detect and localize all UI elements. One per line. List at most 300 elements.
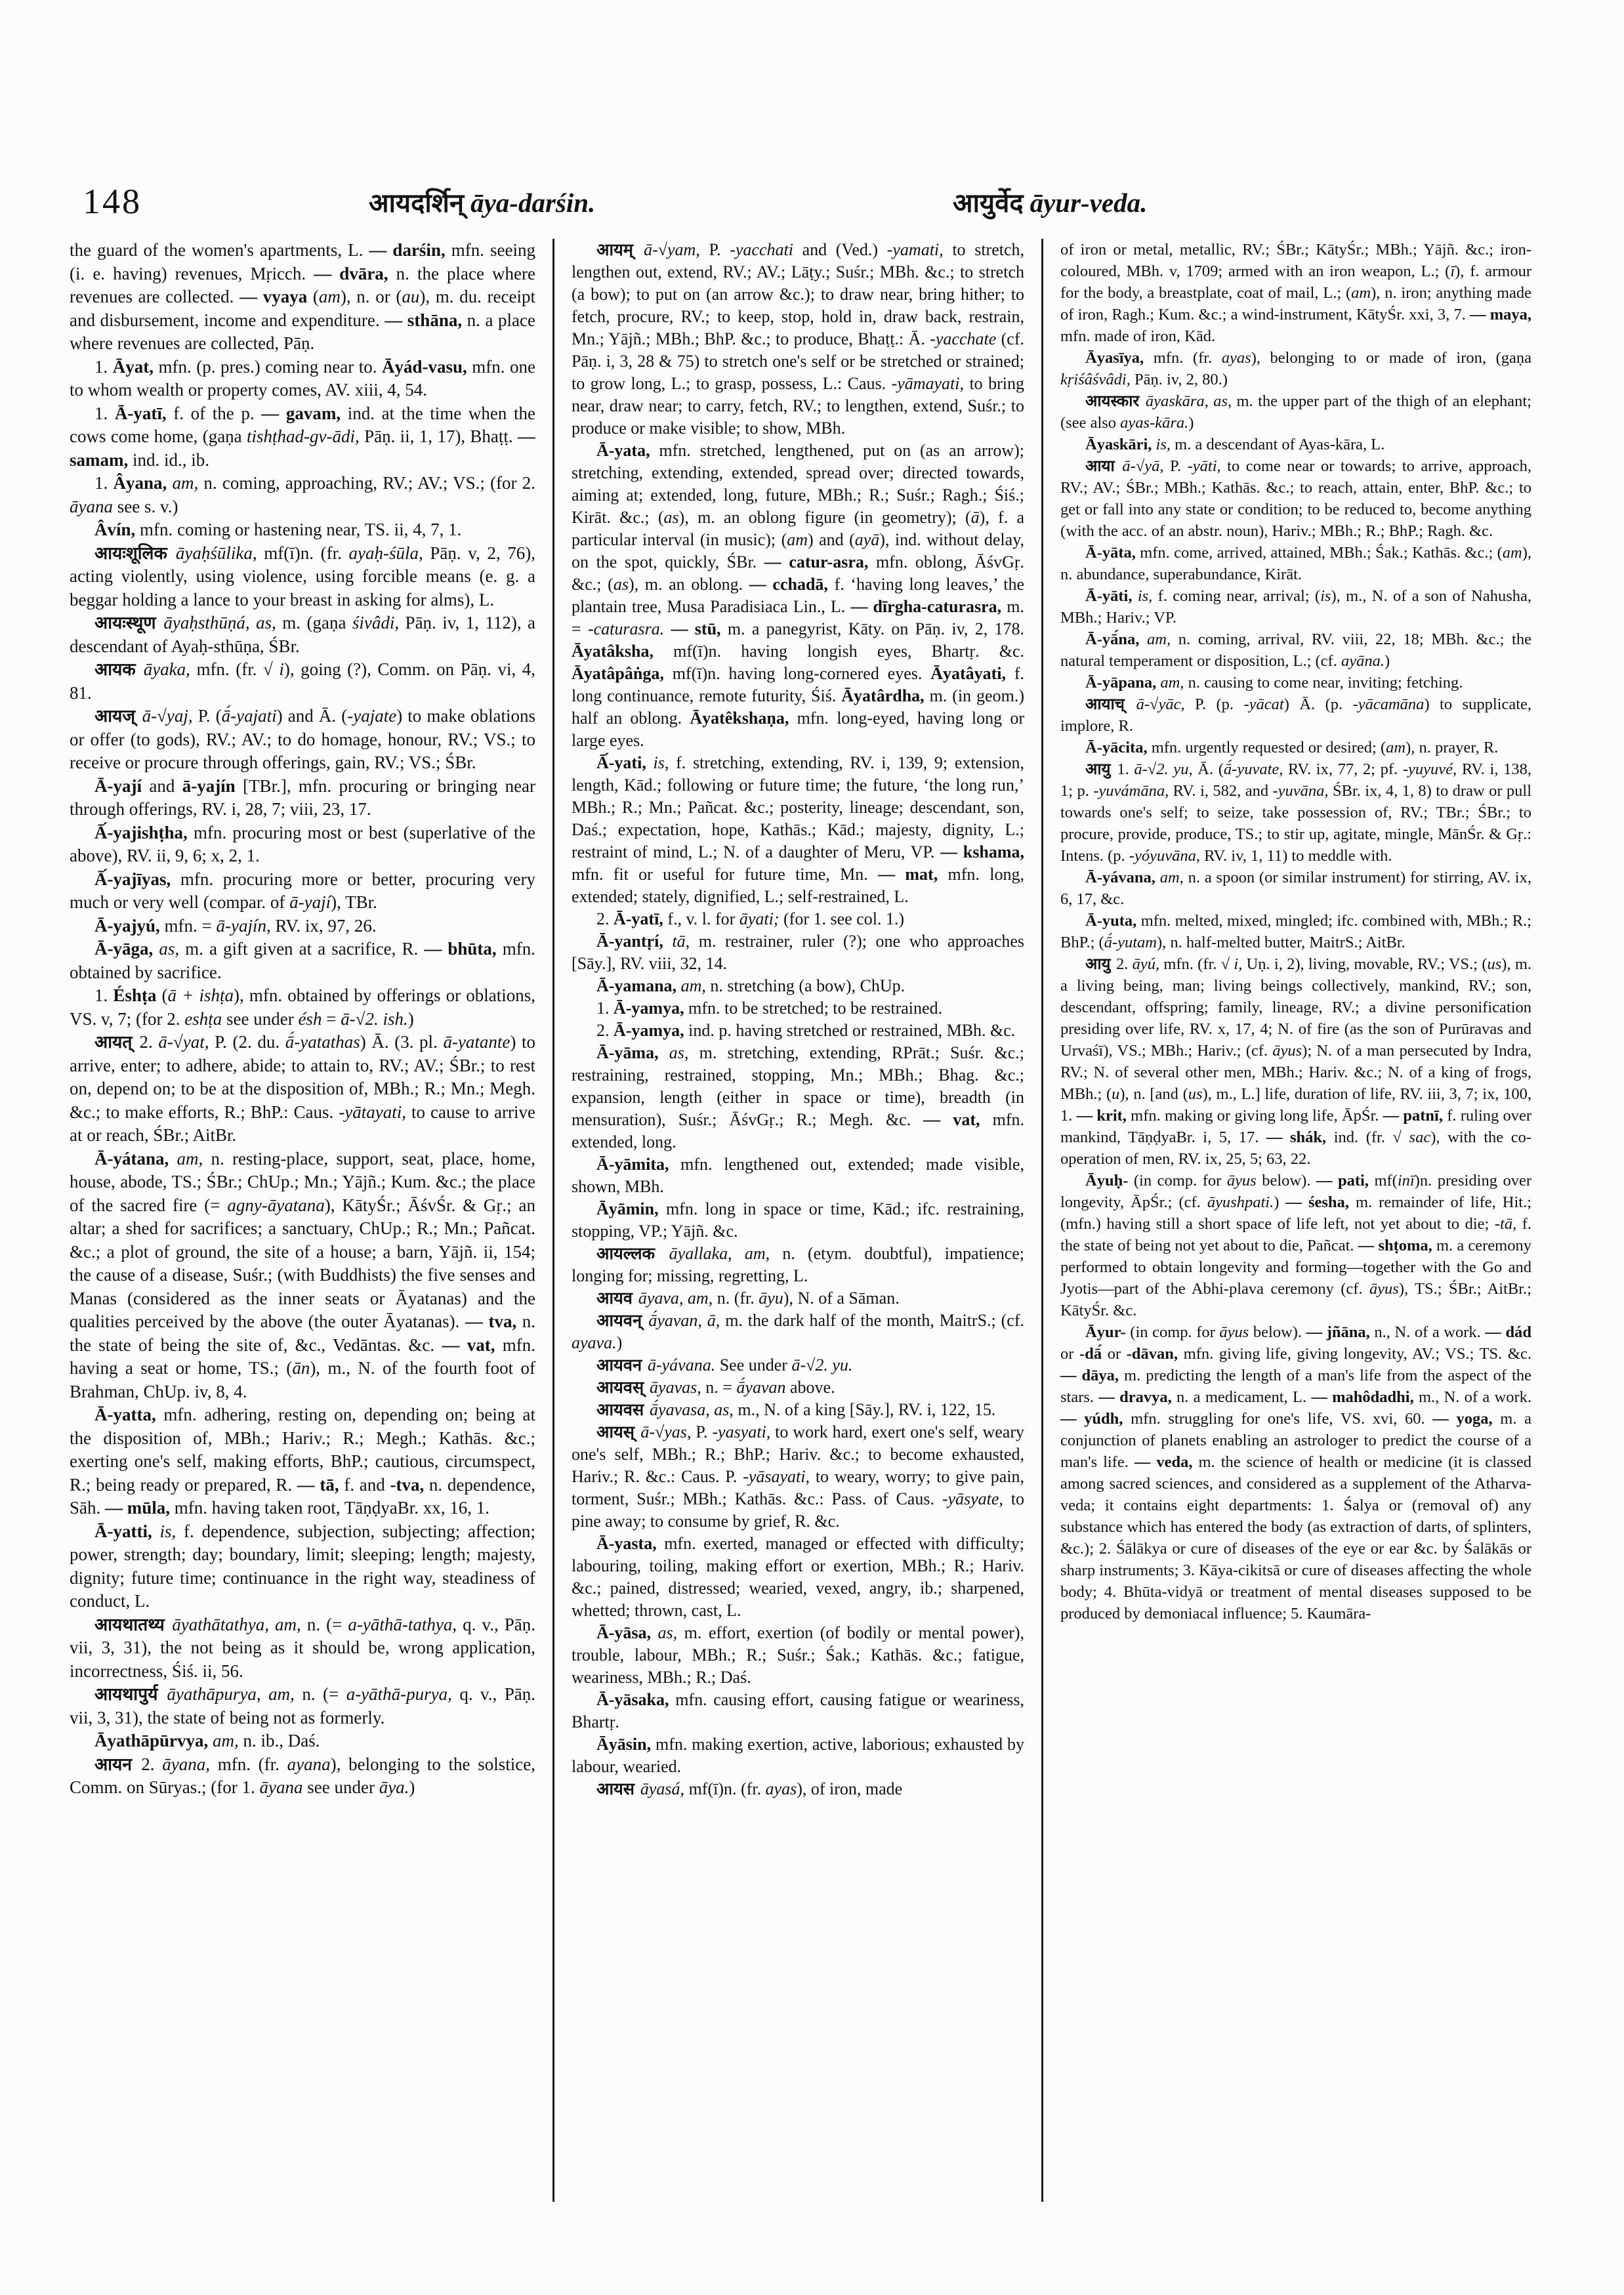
entry-text: m. the dark half of the month, MaitrS.; (cf.: [725, 1311, 1024, 1330]
entry-text: mfn. melted, mixed, mingled; ifc. combined with, MBh.; R.; BhP.; (: [1060, 912, 1531, 951]
dictionary-entry: [572, 440, 1024, 752]
entry-headword: — dīrgha-caturasra,: [850, 597, 1007, 616]
entry-devanagari-headword: आयवन: [596, 1355, 648, 1375]
entry-text: mfn. having a seat or home, TS.; (: [70, 1334, 535, 1378]
entry-headword: Ā-yāmita,: [596, 1155, 681, 1174]
dictionary-entry: [1060, 1170, 1531, 1321]
entry-text: ā́-yuvate,: [1223, 760, 1289, 778]
entry-text: ā-√yā,: [1122, 457, 1171, 475]
entry-text: ā + ishṭa: [167, 985, 234, 1005]
dictionary-entry: [70, 356, 535, 402]
entry-headword: — mahôdadhi,: [1311, 1388, 1419, 1406]
running-head-left-devanagari: आयदर्शिन्: [369, 188, 465, 218]
entry-headword: Āyāsin,: [596, 1735, 656, 1754]
entry-text: āyana: [70, 496, 117, 516]
dictionary-entry: [1060, 239, 1531, 347]
dictionary-entry: [572, 1622, 1024, 1689]
entry-text: ), of iron, made: [797, 1779, 903, 1798]
entry-text: mfn. struggling for one's life, VS. xvi, 60.: [1131, 1410, 1433, 1428]
entry-text: 1.: [596, 999, 614, 1018]
entry-headword: — dāya,: [1060, 1367, 1125, 1384]
entry-text: mfn. (fr.: [217, 1754, 287, 1774]
dictionary-entry: [70, 542, 535, 612]
entry-text: ), f. a particular interval (in music); (: [572, 508, 1024, 549]
entry-text: mfn. long, extended; stately, dignified, L.; self-restrained, L.: [572, 865, 1024, 906]
entry-text: (: [161, 985, 168, 1005]
entry-text: āyú,: [1132, 955, 1164, 973]
entry-text: ), going (?), Comm. on Pāṇ. vi, 4, 81.: [70, 659, 535, 703]
entry-text: ), m. a living being, man; living beings collectively, mankind, RV.; son, descendant, offspring; family, lineage, RV.; a divine personification presiding over life, RV. x, 17, 4; N. of fire (as the son of Purūravas and Urvaśī), VS.; MBh.; Hariv.; (cf.: [1060, 955, 1531, 1060]
entry-text: -yāsyate,: [942, 1489, 1011, 1508]
dictionary-entry: [572, 1778, 1024, 1800]
dictionary-entry: [1060, 390, 1531, 434]
entry-text: ā-√yaj,: [142, 706, 198, 726]
entry-text: P. (p.: [1195, 695, 1244, 713]
entry-text: ): [409, 1777, 415, 1797]
dictionary-entry: [70, 705, 535, 775]
entry-text: and: [149, 775, 182, 796]
entry-headword: Āyasīya,: [1085, 349, 1154, 367]
entry-text: am,: [1159, 869, 1188, 886]
entry-headword: Ā-yata,: [596, 441, 659, 460]
dictionary-entry: [70, 868, 535, 915]
dictionary-entry: [572, 1287, 1024, 1310]
entry-text: āyana,: [162, 1754, 218, 1774]
entry-text: ayā: [854, 530, 880, 549]
entry-text: āyathāpurya, am,: [167, 1684, 302, 1704]
entry-text: m. a panegyrist, Kāty. on Pāṇ. iv, 2, 178.: [727, 619, 1024, 638]
entry-text: m. a gift given at a sacrifice, R.: [185, 939, 425, 959]
entry-headword: Ā-yuta,: [1085, 912, 1141, 930]
entry-text: Pāṇ. v, 2, 76), acting violently, using violence, using forcible means (e. g. a beggar holding a lance to your breast in asking for alms), L.: [70, 543, 535, 610]
entry-headword: — yúdh,: [1060, 1410, 1131, 1428]
entry-text: )n. presiding over longevity, ĀpŚr.; (cf.: [1060, 1172, 1531, 1211]
entry-text: āyasá,: [640, 1779, 689, 1798]
entry-text: tishṭhad-gv-ādi,: [247, 426, 365, 446]
entry-headword: — śesha,: [1285, 1193, 1356, 1211]
entry-text: mfn. (fr.: [1153, 349, 1222, 367]
entry-text: or: [1060, 1345, 1080, 1363]
entry-text: mfn. urgently requested or desired; (: [1151, 739, 1386, 756]
entry-headword: — samam,: [70, 426, 535, 470]
entry-text: mfn. to be stretched; to be restrained.: [688, 999, 943, 1018]
entry-text: -yasyati,: [712, 1422, 776, 1441]
entry-text: mfn. procuring more or better, procuring very much or very well (compar. of: [70, 869, 535, 912]
entry-headword: Āyád-vasu,: [381, 356, 472, 377]
dictionary-entry: [1060, 585, 1531, 629]
dictionary-entry: [70, 611, 535, 658]
entry-text: mfn. oblong, ĀśvGṛ. &c.; (: [572, 552, 1024, 594]
entry-text: n. causing to come near, inviting; fetching.: [1188, 674, 1463, 692]
entry-text: ), m. an oblong.: [628, 575, 749, 594]
entry-headword: — vyaya: [239, 287, 313, 306]
dictionary-entry: [572, 997, 1024, 1020]
entry-text: ), belonging to or made of iron, (gaṇa: [1251, 349, 1531, 367]
entry-text: ) Ā. (p.: [1283, 695, 1353, 713]
entry-text: n. ib., Daś.: [243, 1731, 320, 1750]
entry-text: mfn. come, arrived, attained, MBh.; Śak.; Kathās. &c.; (: [1140, 544, 1503, 562]
entry-text: n. (=: [306, 1614, 348, 1634]
entry-text: f. the state of being not yet about to die, Pañcat.: [1060, 1215, 1531, 1254]
entry-text: f. dependence, subjection, subjecting; affection; power, strength; day; boundary, limit; sleeping; length; majesty, dignity; future time; continuance in the right way, steadiness of conduct, L.: [70, 1521, 535, 1611]
entry-text: m. the science of health or medicine (it is classed among sacred sciences, and considered as a supplement of the Atharva-veda; it contains eight departments: 1. Śalya or (removal of) any substance which has entered the body (as extraction of darts, of splinters, &c.); 2. Śālākya or cure of diseases of the eye or ear &c. by Śalākās or sharp instruments; 3. Kāya-cikitsā or cure of diseases affecting the whole body; 4. Bhūta-vidyā or treatment of mental diseases supposed to be produced by demoniacal influence; 5. Kaumāra-: [1060, 1453, 1531, 1623]
entry-text: n. stretching (a bow), ChUp.: [710, 976, 906, 995]
entry-text: mfn. procuring most or best (superlative of the above), RV. ii, 9, 6; x, 2, 1.: [70, 822, 535, 865]
entry-text: m., N. of a king [Sāy.], RV. i, 122, 15.: [738, 1400, 996, 1419]
entry-text: n. a place where revenues are collected, Pāṇ.: [70, 310, 535, 353]
dictionary-entry: [572, 1733, 1024, 1778]
entry-headword: Āyatâksha,: [572, 642, 674, 661]
entry-text: n. the place where revenues are collected.: [70, 263, 535, 306]
entry-headword: Ā-yátana,: [94, 1148, 177, 1168]
entry-text: =: [326, 1008, 341, 1029]
entry-text: kṛiśâśvâdi,: [1060, 371, 1135, 388]
entry-text: [TBr.], mfn. procuring or bringing near through offerings, RV. i, 28, 7; viii, 23, 17.: [70, 775, 535, 819]
entry-text: mfn. seeing (i. e. having) revenues, Mṛicch.: [70, 240, 535, 283]
dictionary-column-1: [70, 239, 535, 2202]
dictionary-entry: [1060, 737, 1531, 758]
entry-text: ā-√2. ish.: [341, 1008, 408, 1029]
dictionary-entry: [572, 1354, 1024, 1376]
entry-text: mfn. coming or hastening near, TS. ii, 4, 7, 1.: [140, 520, 462, 539]
entry-text: is,: [159, 1521, 184, 1541]
entry-text: m. a conjunction of planets enabling an astrologer to predict the course of a man's life.: [1060, 1410, 1531, 1471]
entry-headword: Ā-yatti,: [94, 1521, 160, 1541]
entry-devanagari-headword: आयस्कार: [1085, 392, 1146, 410]
entry-text: am,: [213, 1731, 243, 1750]
entry-headword: — catur-asra,: [764, 552, 876, 571]
entry-headword: Āyāmin,: [596, 1199, 666, 1218]
entry-text: inī: [1397, 1172, 1415, 1189]
entry-text: u: [1112, 1085, 1120, 1103]
entry-text: or: [1107, 1345, 1127, 1363]
entry-text: ) to supplicate, implore, R.: [1060, 695, 1531, 735]
dictionary-entry: [1060, 953, 1531, 1170]
entry-text: as: [663, 508, 679, 527]
entry-text: ), ind. without delay, on the spot, quickly, ŚBr.: [572, 530, 1024, 571]
entry-text: n. coming, arrival, RV. viii, 22, 18; MBh. &c.; the natural temperament or disposition, L.; (cf.: [1060, 631, 1531, 670]
entry-text: -yóyuvāna,: [1129, 847, 1205, 865]
entry-text: mfn. lengthened out, extended; made visible, shown, MBh.: [572, 1155, 1024, 1196]
entry-text: and (Ved.): [802, 240, 887, 259]
entry-headword: Āyathāpūrvya,: [94, 1731, 213, 1750]
entry-headword: — sthāna,: [385, 310, 467, 330]
entry-text: au: [402, 287, 420, 306]
entry-text: ): [1188, 414, 1194, 432]
entry-text: n. a medicament, L.: [1176, 1388, 1312, 1406]
entry-text: 2.: [139, 1032, 159, 1052]
entry-text: āyana: [259, 1777, 308, 1797]
entry-text: am,: [680, 976, 711, 995]
entry-text: mfn. long in space or time, Kād.; ifc. restraining, stopping, VP.; Yājñ. &c.: [572, 1199, 1024, 1241]
entry-headword: — dád: [1485, 1323, 1531, 1341]
entry-headword: — darśin,: [369, 240, 451, 260]
entry-text: 1.: [94, 473, 114, 493]
entry-text: āyus: [1219, 1323, 1253, 1341]
entry-text: mf(ī)n. (fr.: [688, 1779, 766, 1798]
entry-text: mfn. fit or useful for future time, Mn.: [572, 865, 879, 884]
entry-text: as: [613, 575, 629, 594]
dictionary-entry: [572, 1020, 1024, 1042]
entry-text: i,: [1234, 955, 1247, 973]
entry-devanagari-headword: आयल्लक: [596, 1244, 669, 1264]
entry-devanagari-headword: आयम्: [596, 240, 644, 260]
entry-text: m. restrainer, ruler (?); one who approaches [Sāy.], RV. viii, 32, 14.: [572, 932, 1024, 973]
entry-text: P. (2. du.: [215, 1032, 285, 1052]
entry-headword: Ā-yatta,: [94, 1405, 164, 1424]
entry-text: m. effort, exertion (of bodily or mental power), trouble, labour, MBh.; R.; Suśr.; Śak.; Kathās. &c.; fatigue, weariness, MBh.; R.; Daś.: [572, 1623, 1024, 1687]
entry-text: n., N. of a work.: [1374, 1323, 1486, 1341]
entry-headword: Ā-yāsa,: [596, 1623, 658, 1642]
entry-text: mfn. causing effort, causing fatigue or weariness, Bhartṛ.: [572, 1690, 1024, 1731]
entry-text: -yamati,: [886, 240, 953, 259]
entry-headword: -dā́: [1079, 1345, 1108, 1363]
entry-headword: — stū,: [671, 619, 728, 638]
entry-text: 1.: [94, 356, 113, 377]
entry-text: f. coming near, arrival; (: [1157, 587, 1321, 605]
entry-headword: — tva,: [465, 1312, 522, 1331]
entry-text: ayāna.: [1341, 652, 1385, 670]
entry-text: f. ruling over mankind, TāṇḍyaBr. i, 5, 17.: [1060, 1107, 1531, 1146]
entry-text: ā-yatante: [443, 1032, 510, 1052]
entry-headword: Āyaskāri,: [1085, 436, 1156, 453]
entry-text: ), with the co-operation of men, RV. ix, 25, 5; 63, 22.: [1060, 1128, 1531, 1168]
entry-text: is,: [1137, 587, 1158, 605]
entry-headword: Éshṭa: [113, 985, 162, 1005]
entry-text: P.: [1170, 457, 1188, 475]
columns-container: [70, 239, 1554, 2202]
entry-text: f., v. l. for: [667, 909, 739, 928]
entry-text: m. a descendant of Ayas-kāra, L.: [1175, 436, 1385, 453]
entry-text: as,: [669, 1043, 699, 1062]
entry-text: n. dependence, Sāh.: [70, 1474, 535, 1518]
dictionary-entry: [70, 1520, 535, 1613]
dictionary-entry: [1060, 672, 1531, 693]
entry-text: RV. i, 138, 1; p.: [1060, 760, 1531, 800]
entry-text: am,: [172, 473, 204, 493]
entry-text: ), m., L.] life, duration of life, RV. iii, 3, 7; ix, 100, 1.: [1060, 1085, 1531, 1125]
entry-text: q. v., Pāṇ. vii, 3, 31), the not being as it should be, wrong application, incorrectness, Śiś. ii, 56.: [70, 1614, 535, 1681]
entry-text: to stretch, lengthen out, extend, RV.; AV.; Lāṭy.; Suśr.; MBh. &c.; to stretch (a bow); to put on (an arrow &c.); to draw near, bring hither; to fetch, procure, RV.; to keep, stop, hold in, draw back, restrain, Mn.; Yājñ.; MBh.; BhP. &c.; to produce, Bhaṭṭ.: Ā.: [572, 240, 1024, 348]
entry-headword: Ā-yācita,: [1085, 739, 1152, 756]
dictionary-entry: [70, 1753, 535, 1800]
entry-text: to bring near, draw near; to carry, fetch, RV.; to lengthen, extend, Suśr.; to produce or make visible; to show, MBh.: [572, 374, 1024, 438]
entry-text: am: [787, 530, 808, 549]
entry-text: am: [1386, 739, 1406, 756]
dictionary-column-3: [1041, 239, 1531, 2202]
entry-text: ), n. or (: [340, 287, 402, 306]
entry-text: am,: [1147, 631, 1178, 648]
entry-text: ), f. armour for the body, a breastplate, coat of mail, L.; (: [1060, 262, 1531, 302]
entry-text: ), N. of a Sāman.: [783, 1289, 900, 1308]
entry-text: ), n. prayer, R.: [1405, 739, 1499, 756]
entry-text: ī: [1450, 262, 1455, 280]
entry-text: am: [1351, 284, 1371, 302]
dictionary-entry: [572, 239, 1024, 440]
dictionary-entry: [70, 658, 535, 705]
entry-text: 1.: [1117, 760, 1135, 778]
entry-text: m. =: [572, 597, 1024, 638]
entry-text: mf(ī)n. (fr.: [264, 543, 349, 563]
entry-text: Pāṇ. ii, 1, 17), Bhaṭṭ.: [364, 426, 518, 446]
entry-text: -yuyuvé,: [1402, 760, 1462, 778]
entry-text: ayaḥ-śūla,: [348, 543, 430, 563]
running-head-left: [369, 184, 595, 220]
entry-headword: -dāvan,: [1126, 1345, 1184, 1363]
dictionary-entry: [70, 1148, 535, 1404]
entry-headword: Āyatâyati,: [930, 664, 1014, 683]
entry-text: āyati;: [739, 909, 783, 928]
entry-headword: Āyur-: [1085, 1323, 1131, 1341]
dictionary-entry: [572, 1153, 1024, 1198]
entry-devanagari-headword: आयत्: [94, 1032, 140, 1052]
entry-text: ), TS.; ŚBr.; AitBr.; KātyŚr. &c.: [1060, 1280, 1531, 1319]
entry-text: m. remainder of life, Hit.; (mfn.) having still a short space of life left, not yet about to die;: [1060, 1193, 1531, 1233]
entry-text: ind. p. having stretched or restrained, MBh. &c.: [688, 1021, 1016, 1040]
entry-text: śivâdi,: [352, 613, 406, 632]
entry-text: P.: [709, 240, 730, 259]
entry-text: -yāsayati,: [743, 1467, 816, 1486]
dictionary-entry: [70, 775, 535, 821]
entry-headword: — vat,: [442, 1334, 503, 1355]
entry-text: āyaḥsthūṇá, as,: [163, 613, 283, 632]
entry-text: is: [1320, 587, 1331, 605]
entry-text: mfn. making exertion, active, laborious; exhausted by labour, wearied.: [572, 1735, 1024, 1776]
entry-text: mf(ī)n. having long-cornered eyes.: [672, 664, 931, 683]
dictionary-entry: [572, 1533, 1024, 1622]
entry-text: am,: [1160, 674, 1188, 692]
entry-text: is,: [653, 753, 677, 772]
entry-text: below).: [1253, 1323, 1306, 1341]
entry-headword: Āyatârdha,: [841, 686, 930, 705]
entry-text: ā-√yat,: [158, 1032, 215, 1052]
entry-text: mf(: [1374, 1172, 1398, 1189]
entry-text: -yuvāna,: [1272, 782, 1333, 800]
entry-text: ayas: [765, 1779, 797, 1798]
entry-devanagari-headword: आयवन्: [596, 1311, 649, 1331]
entry-text: eshṭa: [184, 1008, 226, 1029]
entry-devanagari-headword: आयक: [94, 659, 144, 680]
entry-devanagari-headword: आयाच्: [1085, 695, 1136, 713]
entry-headword: — bhūta,: [424, 939, 503, 959]
entry-text: ), n. half-melted butter, MaitrS.; AitBr.: [1157, 934, 1405, 951]
entry-headword: Ā-yamana,: [596, 976, 681, 995]
entry-headword: -tva,: [390, 1474, 429, 1495]
entry-devanagari-headword: आया: [1085, 457, 1123, 475]
entry-text: RV. ix, 97, 26.: [275, 915, 377, 936]
entry-text: āyavas,: [650, 1378, 706, 1397]
entry-text: ā́yavan: [736, 1378, 791, 1397]
entry-devanagari-headword: आयन: [94, 1754, 142, 1775]
entry-text: see under: [307, 1777, 379, 1797]
entry-text: ā-yajín,: [216, 915, 276, 936]
entry-text: (for 1. see col. 1.): [783, 909, 905, 928]
entry-text: m. stretching, extending, RPrāt.; Suśr. &c.; restraining, restrained, stopping, Mn.; MBh.; Bhag. &c.; expansion, length (either in space or time), breadth (in mensuration), Suśr.; ĀśvGṛ.; R.; Megh. &c.: [572, 1043, 1024, 1129]
entry-text: -yacchate: [930, 329, 1001, 348]
entry-text: āyushpati.: [1207, 1193, 1274, 1211]
entry-devanagari-headword: आयु: [1085, 760, 1117, 778]
entry-text: ā: [970, 508, 980, 527]
entry-text: mfn. (p. pres.) coming near to.: [158, 356, 382, 377]
dictionary-column-2: [552, 239, 1024, 2202]
entry-text: n. a spoon (or similar instrument) for stirring, AV. ix, 6, 17, &c.: [1060, 869, 1531, 908]
entry-text: mfn. giving life, giving longevity, AV.; VS.; TS. &c.: [1183, 1345, 1531, 1363]
entry-text: f. ‘having long leaves,’ the plantain tree, Musa Paradisiaca Lin., L.: [572, 575, 1024, 616]
entry-devanagari-headword: आयस्: [596, 1422, 641, 1442]
dictionary-entry: [70, 915, 535, 938]
entry-text: to weary, worry; to give pain, torment, Suśr.; MBh.; Kathās. &c.: Pass. of Caus.: [572, 1467, 1024, 1508]
entry-text: ), m., N. of a son of Nahusha, MBh.; Hariv.; VP.: [1060, 587, 1531, 627]
dictionary-entry: [70, 1403, 535, 1520]
dictionary-entry: [572, 1376, 1024, 1399]
entry-headword: Ā-yatī,: [114, 403, 174, 423]
entry-headword: Āyatêkshaṇa,: [690, 709, 797, 728]
entry-headword: Ā-yāsaka,: [596, 1690, 676, 1709]
entry-headword: — dvāra,: [314, 263, 396, 283]
entry-text: mfn. exerted, managed or effected with difficulty; labouring, toiling, making effort or exertion, MBh.; R.; Hariv. &c.; pained, distressed; wearied, vexed, angry, ib.; sharpened, whetted; thrown, cast, L.: [572, 1534, 1024, 1620]
entry-text: RV. i, 582, and: [1173, 782, 1273, 800]
entry-headword: — pati,: [1316, 1172, 1375, 1189]
dictionary-entry: [1060, 1321, 1531, 1624]
entry-text: (in comp. for: [1130, 1323, 1220, 1341]
entry-text: ): [1274, 1193, 1286, 1211]
entry-headword: Ā-yāpana,: [1085, 674, 1161, 692]
dictionary-entry: [572, 1310, 1024, 1354]
entry-headword: Ā-yāga,: [94, 939, 159, 959]
entry-text: ), KātyŚr.; ĀśvŚr. & Gṛ.; an altar; a shed for sacrifices; a sanctuary, ChUp.; R.; Mn.; Pañcat. &c.; a plot of ground, the site of a house; a barn, Yājñ. ii, 154; the cause of a disease, Suśr.; (with Buddhists) the five senses and Manas (considered as the inner seats or Āyatanas) and the qualities perceived by the above (the outer Āyatanas).: [70, 1195, 535, 1331]
entry-text: mfn. extended, long.: [572, 1110, 1024, 1151]
entry-text: Pāṇ. iv, 1, 112), a descendant of Ayaḥ-sthūṇa, ŚBr.: [70, 613, 535, 656]
entry-text: ) to make oblations or offer (to gods), RV.; AV.; to do homage, honour, RV.; VS.; to receive or procure through offerings, gain, RV.; VS.; ŚBr.: [70, 706, 535, 772]
entry-headword: — vat,: [923, 1110, 993, 1129]
dictionary-entry: [1060, 867, 1531, 910]
entry-text: ā-√yas,: [640, 1422, 696, 1441]
entry-headword: — mūla,: [105, 1498, 175, 1518]
entry-text: -tā,: [1494, 1215, 1522, 1233]
entry-text: RV. ix, 77, 2; pf.: [1288, 760, 1403, 778]
entry-text: to work hard, exert one's self, weary one's self, MBh.; R.; BhP.; Hariv. &c.; to become exhausted, Hariv.; R. &c.: Caus. P.: [572, 1422, 1024, 1486]
entry-text: i: [279, 659, 284, 679]
entry-text: ind. (fr. √: [1333, 1128, 1409, 1146]
entry-text: -yacchati: [730, 240, 802, 259]
entry-text: above.: [790, 1378, 835, 1397]
entry-text: mfn. made of iron, Kād.: [1060, 327, 1216, 345]
entry-text: agny-āyatana: [227, 1195, 325, 1215]
entry-text: as,: [657, 1623, 684, 1642]
entry-text: mfn. long-eyed, having long or large eyes.: [572, 709, 1024, 750]
entry-text: ), m., N. of the fourth foot of Brahman, ChUp. iv, 8, 4.: [70, 1358, 535, 1401]
entry-headword: Ā-yatī,: [614, 909, 668, 928]
entry-text: āyus: [1226, 1172, 1262, 1189]
entry-text: ayana: [287, 1754, 331, 1774]
page-number: 148: [83, 182, 142, 221]
entry-headword: Ā-yajyú,: [94, 915, 165, 936]
entry-devanagari-headword: आयथातथ्य: [94, 1614, 173, 1635]
entry-text: n. the state of being the site of, &c., Vedāntas. &c.: [70, 1312, 535, 1355]
entry-headword: — yoga,: [1432, 1410, 1501, 1428]
entry-text: us: [1188, 1085, 1203, 1103]
entry-devanagari-headword: आयवस: [596, 1400, 650, 1420]
entry-headword: ā-yajín: [182, 775, 243, 796]
entry-headword: Ā-yāma,: [596, 1043, 669, 1062]
entry-text: -caturasra.: [587, 619, 671, 638]
entry-headword: Ā́-yajishṭha,: [94, 822, 194, 842]
dictionary-entry: [1060, 758, 1531, 867]
entry-headword: — shák,: [1266, 1128, 1334, 1146]
entry-headword: — mat,: [878, 865, 948, 884]
running-head-left-roman: āya-darśin.: [470, 188, 596, 218]
running-head-right-roman: āyur-veda.: [1030, 188, 1148, 218]
